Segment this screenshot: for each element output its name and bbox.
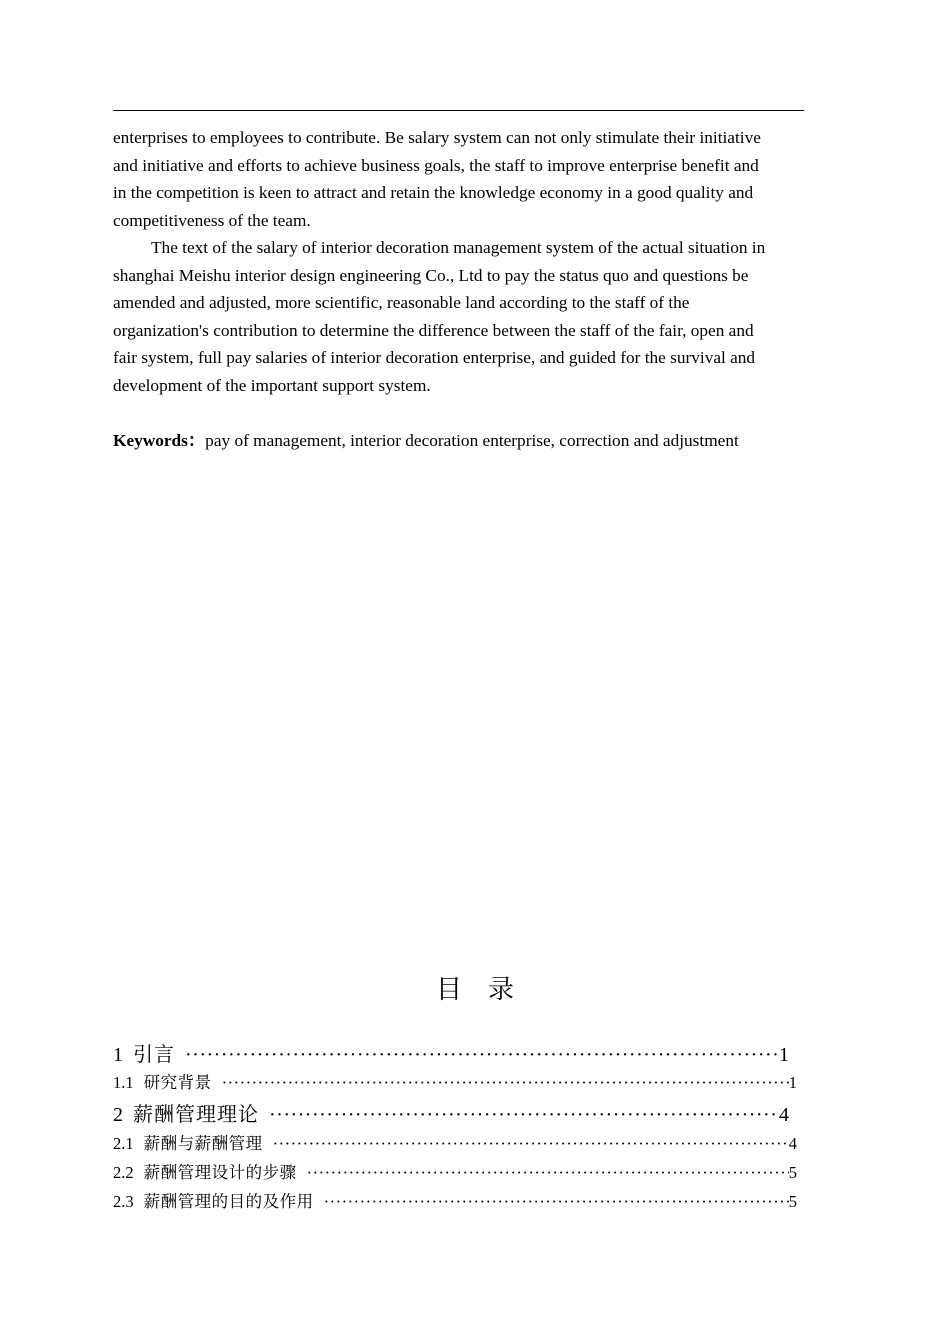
keywords — [113, 427, 739, 454]
toc-entry-page: 5 — [788, 1192, 797, 1211]
toc-entry[interactable] — [113, 1188, 797, 1217]
toc-dot-leader — [222, 1073, 789, 1093]
toc-dot-leader — [273, 1134, 789, 1154]
toc-entry-page: 4 — [779, 1104, 789, 1126]
toc-entry-title: 薪酬与薪酬管理 — [143, 1134, 263, 1153]
abstract-line: shanghai Meishu interior design engineering Co., Ltd to pay the status quo and questions be — [113, 265, 749, 285]
abstract-line: competitiveness of the team. — [113, 210, 311, 230]
toc-entry-number: 2.3 — [113, 1192, 134, 1211]
abstract-line: The text of the salary of interior decoration management system of the actual situation in — [151, 238, 766, 257]
abstract-line: organization's contribution to determine the difference between the staff of the fair, open and — [113, 320, 754, 340]
abstract-line: amended and adjusted, more scientific, reasonable land according to the staff of the — [113, 293, 690, 312]
table-of-contents — [113, 1038, 803, 1217]
toc-entry-number: 2.2 — [113, 1163, 134, 1182]
toc-entry-number: 1 — [113, 1044, 123, 1066]
abstract-body — [113, 124, 838, 399]
toc-entry-title: 薪酬管理的目的及作用 — [143, 1192, 314, 1211]
toc-entry[interactable] — [113, 1159, 797, 1188]
abstract-line: and initiative and efforts to achieve business goals, the staff to improve enterprise benefit and — [113, 155, 759, 175]
toc-title: 目录 — [435, 975, 540, 1005]
abstract-line: in the competition is keen to attract and retain the knowledge economy in a good quality and — [113, 183, 754, 202]
toc-entry-number: 2 — [113, 1104, 123, 1126]
toc-entry[interactable] — [113, 1098, 789, 1130]
toc-entry-page: 5 — [788, 1163, 797, 1182]
toc-dot-leader — [324, 1192, 789, 1212]
toc-entry-title: 薪酬管理理论 — [133, 1102, 259, 1126]
toc-entry[interactable] — [113, 1038, 789, 1069]
keywords-text: pay of management, interior decoration enterprise, correction and adjustment — [205, 431, 739, 450]
toc-entry-title: 研究背景 — [143, 1073, 212, 1092]
toc-entry-number: 2.1 — [113, 1134, 134, 1153]
toc-entry-title: 薪酬管理设计的步骤 — [143, 1163, 297, 1182]
header-rule — [113, 110, 804, 111]
abstract-line: fair system, full pay salaries of interior decoration enterprise, and guided for the survival and — [113, 348, 756, 367]
toc-entry-title: 引言 — [133, 1042, 175, 1066]
toc-dot-leader — [185, 1044, 779, 1067]
toc-dot-leader — [307, 1163, 789, 1183]
toc-entry[interactable] — [113, 1069, 797, 1098]
toc-entry-page: 4 — [788, 1134, 797, 1153]
toc-dot-leader — [269, 1104, 779, 1127]
toc-entry[interactable] — [113, 1130, 797, 1159]
toc-entry-number: 1.1 — [113, 1073, 134, 1092]
keywords-label: Keywords： — [113, 431, 206, 450]
abstract-line: enterprises to employees to contribute. Be salary system can not only stimulate their initiative — [113, 128, 761, 147]
toc-entry-page: 1 — [788, 1073, 797, 1092]
abstract-line: development of the important support system. — [113, 375, 431, 395]
toc-entry-page: 1 — [779, 1044, 789, 1066]
